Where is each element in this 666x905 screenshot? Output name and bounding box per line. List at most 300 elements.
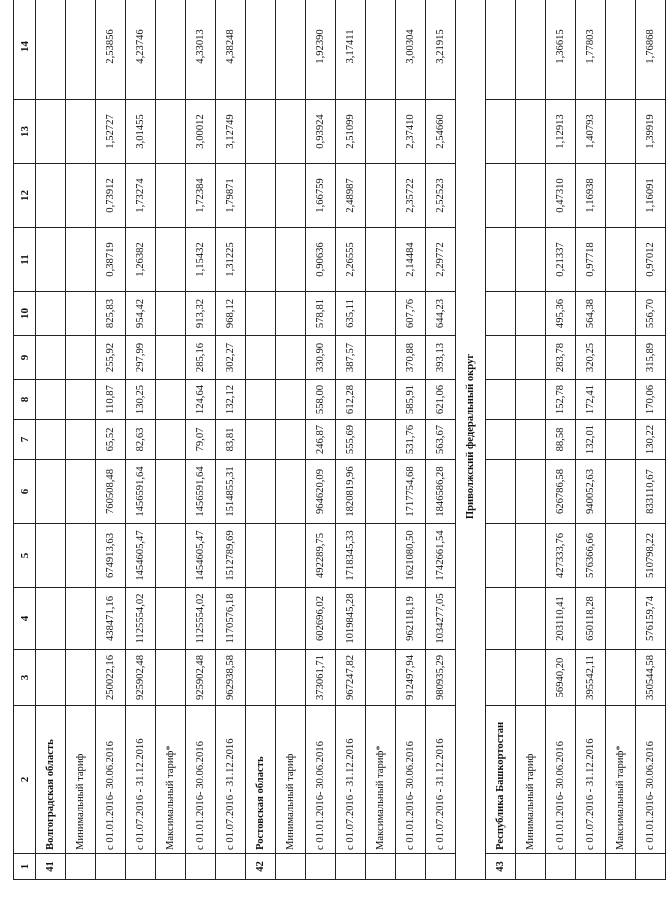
district-title: Приволжский федеральный округ <box>456 0 486 880</box>
value-cell <box>156 380 186 420</box>
value-cell: 88,58 <box>546 420 576 460</box>
value-cell: 1718345,33 <box>336 524 366 588</box>
value-cell <box>36 380 66 420</box>
row-number-cell <box>576 854 606 880</box>
value-cell <box>66 524 96 588</box>
value-cell: 1034277,05 <box>426 588 456 650</box>
value-cell: 82,63 <box>126 420 156 460</box>
value-cell: 510798,22 <box>636 524 666 588</box>
value-cell: 531,76 <box>396 420 426 460</box>
value-cell: 940052,63 <box>576 460 606 524</box>
value-cell: 2,14484 <box>396 228 426 292</box>
value-cell: 962118,19 <box>396 588 426 650</box>
value-cell: 3,01455 <box>126 100 156 164</box>
value-cell: 612,28 <box>336 380 366 420</box>
value-cell: 130,22 <box>636 420 666 460</box>
value-cell <box>486 228 516 292</box>
value-cell <box>246 292 276 336</box>
period-label: с 01.07.2016 - 31.12.2016 <box>336 706 366 854</box>
value-cell: 302,27 <box>216 336 246 380</box>
value-cell <box>486 524 516 588</box>
period-label: с 01.01.2016- 30.06.2016 <box>306 706 336 854</box>
value-cell <box>366 650 396 706</box>
value-cell <box>156 650 186 706</box>
tariff-type-label: Максимальный тариф* <box>366 706 396 854</box>
row-number-cell <box>336 854 366 880</box>
value-cell: 635,11 <box>336 292 366 336</box>
value-cell: 250022,16 <box>96 650 126 706</box>
column-header: 10 <box>14 292 36 336</box>
value-cell: 1,16091 <box>636 164 666 228</box>
value-cell: 674913,63 <box>96 524 126 588</box>
row-number-cell <box>306 854 336 880</box>
value-cell: 0,38719 <box>96 228 126 292</box>
value-cell <box>516 380 546 420</box>
value-cell: 585,91 <box>396 380 426 420</box>
value-cell <box>606 336 636 380</box>
table-row <box>126 0 156 880</box>
tariff-type-row <box>66 0 96 880</box>
value-cell: 203110,41 <box>546 588 576 650</box>
value-cell <box>516 164 546 228</box>
column-header: 13 <box>14 100 36 164</box>
value-cell <box>276 292 306 336</box>
value-cell: 130,25 <box>126 380 156 420</box>
value-cell <box>516 0 546 100</box>
value-cell: 576159,74 <box>636 588 666 650</box>
value-cell <box>36 420 66 460</box>
value-cell <box>36 228 66 292</box>
value-cell: 607,76 <box>396 292 426 336</box>
region-name: Волгоградская область <box>36 706 66 854</box>
row-number-cell <box>156 854 186 880</box>
value-cell <box>516 650 546 706</box>
value-cell: 170,06 <box>636 380 666 420</box>
value-cell: 578,81 <box>306 292 336 336</box>
table-header-row <box>14 0 36 880</box>
row-number-cell: 42 <box>246 854 276 880</box>
value-cell: 3,21915 <box>426 0 456 100</box>
value-cell: 3,17411 <box>336 0 366 100</box>
row-number-cell <box>546 854 576 880</box>
value-cell <box>366 420 396 460</box>
value-cell <box>606 524 636 588</box>
column-header: 12 <box>14 164 36 228</box>
value-cell: 132,01 <box>576 420 606 460</box>
table-row <box>306 0 336 880</box>
value-cell <box>516 336 546 380</box>
region-name: Ростовская область <box>246 706 276 854</box>
value-cell: 644,23 <box>426 292 456 336</box>
value-cell <box>486 650 516 706</box>
value-cell <box>156 460 186 524</box>
value-cell <box>276 524 306 588</box>
value-cell: 825,83 <box>96 292 126 336</box>
value-cell <box>366 164 396 228</box>
value-cell <box>486 380 516 420</box>
row-number-cell <box>366 854 396 880</box>
value-cell: 438471,16 <box>96 588 126 650</box>
period-label: с 01.01.2016- 30.06.2016 <box>396 706 426 854</box>
value-cell <box>486 460 516 524</box>
column-header: 8 <box>14 380 36 420</box>
row-number-cell: 41 <box>36 854 66 880</box>
value-cell: 0,21337 <box>546 228 576 292</box>
column-header: 2 <box>14 706 36 854</box>
value-cell <box>276 164 306 228</box>
value-cell: 1846586,28 <box>426 460 456 524</box>
value-cell: 1,16938 <box>576 164 606 228</box>
value-cell: 626786,58 <box>546 460 576 524</box>
value-cell: 124,64 <box>186 380 216 420</box>
value-cell <box>606 380 636 420</box>
value-cell: 370,88 <box>396 336 426 380</box>
value-cell <box>36 292 66 336</box>
period-label: с 01.07.2016 - 31.12.2016 <box>216 706 246 854</box>
table-body <box>36 0 666 880</box>
value-cell <box>276 420 306 460</box>
period-label: с 01.01.2016- 30.06.2016 <box>96 706 126 854</box>
value-cell: 1125554,02 <box>186 588 216 650</box>
value-cell <box>246 420 276 460</box>
column-header: 9 <box>14 336 36 380</box>
value-cell: 0,73912 <box>96 164 126 228</box>
value-cell <box>156 228 186 292</box>
value-cell: 1456591,64 <box>126 460 156 524</box>
value-cell: 387,57 <box>336 336 366 380</box>
value-cell <box>606 100 636 164</box>
value-cell: 760508,48 <box>96 460 126 524</box>
value-cell <box>606 228 636 292</box>
value-cell: 65,52 <box>96 420 126 460</box>
row-number-cell <box>66 854 96 880</box>
value-cell: 1,39919 <box>636 100 666 164</box>
tariff-table <box>13 0 666 880</box>
value-cell: 1,15432 <box>186 228 216 292</box>
value-cell <box>156 0 186 100</box>
value-cell <box>36 336 66 380</box>
value-cell: 320,25 <box>576 336 606 380</box>
region-row <box>486 0 516 880</box>
value-cell: 79,07 <box>186 420 216 460</box>
value-cell: 2,51099 <box>336 100 366 164</box>
value-cell: 393,13 <box>426 336 456 380</box>
value-cell <box>246 0 276 100</box>
value-cell: 1456591,64 <box>186 460 216 524</box>
value-cell: 968,12 <box>216 292 246 336</box>
value-cell: 555,69 <box>336 420 366 460</box>
value-cell: 954,42 <box>126 292 156 336</box>
value-cell: 967247,82 <box>336 650 366 706</box>
value-cell: 1,31225 <box>216 228 246 292</box>
value-cell: 1742661,54 <box>426 524 456 588</box>
value-cell: 2,52523 <box>426 164 456 228</box>
value-cell: 925902,48 <box>186 650 216 706</box>
value-cell: 330,90 <box>306 336 336 380</box>
table-row <box>636 0 666 880</box>
value-cell <box>606 292 636 336</box>
value-cell <box>246 100 276 164</box>
value-cell <box>66 228 96 292</box>
value-cell: 0,47310 <box>546 164 576 228</box>
tariff-type-label: Минимальный тариф <box>516 706 546 854</box>
value-cell: 1,26382 <box>126 228 156 292</box>
value-cell: 1019845,28 <box>336 588 366 650</box>
value-cell <box>66 336 96 380</box>
value-cell: 152,78 <box>546 380 576 420</box>
value-cell <box>66 0 96 100</box>
value-cell: 2,35722 <box>396 164 426 228</box>
value-cell: 964620,09 <box>306 460 336 524</box>
value-cell <box>156 292 186 336</box>
value-cell <box>606 460 636 524</box>
row-number-cell <box>606 854 636 880</box>
value-cell <box>36 460 66 524</box>
value-cell <box>276 228 306 292</box>
value-cell <box>246 228 276 292</box>
value-cell: 495,36 <box>546 292 576 336</box>
value-cell: 83,81 <box>216 420 246 460</box>
period-label: с 01.01.2016- 30.06.2016 <box>636 706 666 854</box>
value-cell <box>366 588 396 650</box>
row-number-cell <box>426 854 456 880</box>
column-header: 1 <box>14 854 36 880</box>
tariff-type-row <box>276 0 306 880</box>
value-cell: 2,54660 <box>426 100 456 164</box>
region-row <box>246 0 276 880</box>
value-cell <box>486 336 516 380</box>
value-cell <box>66 420 96 460</box>
value-cell <box>36 524 66 588</box>
value-cell: 1,66759 <box>306 164 336 228</box>
tariff-type-row <box>366 0 396 880</box>
value-cell: 556,70 <box>636 292 666 336</box>
value-cell <box>486 420 516 460</box>
value-cell: 110,87 <box>96 380 126 420</box>
table-row <box>546 0 576 880</box>
value-cell: 132,12 <box>216 380 246 420</box>
column-header: 4 <box>14 588 36 650</box>
value-cell <box>66 100 96 164</box>
value-cell <box>606 650 636 706</box>
value-cell <box>606 164 636 228</box>
value-cell <box>516 100 546 164</box>
tariff-type-row <box>156 0 186 880</box>
value-cell <box>486 100 516 164</box>
value-cell: 833110,67 <box>636 460 666 524</box>
table-row <box>96 0 126 880</box>
period-label: с 01.07.2016 - 31.12.2016 <box>576 706 606 854</box>
value-cell: 1,36615 <box>546 0 576 100</box>
value-cell: 564,38 <box>576 292 606 336</box>
period-label: с 01.07.2016 - 31.12.2016 <box>126 706 156 854</box>
value-cell: 4,38248 <box>216 0 246 100</box>
value-cell <box>66 292 96 336</box>
value-cell <box>366 0 396 100</box>
value-cell: 3,00304 <box>396 0 426 100</box>
column-header: 14 <box>14 0 36 100</box>
value-cell <box>606 588 636 650</box>
value-cell: 255,92 <box>96 336 126 380</box>
value-cell <box>516 228 546 292</box>
value-cell <box>276 460 306 524</box>
tariff-type-label: Максимальный тариф* <box>606 706 636 854</box>
value-cell: 350544,58 <box>636 650 666 706</box>
tariff-type-label: Максимальный тариф* <box>156 706 186 854</box>
value-cell <box>156 100 186 164</box>
column-header: 5 <box>14 524 36 588</box>
tariff-type-row <box>606 0 636 880</box>
value-cell <box>156 588 186 650</box>
value-cell: 492289,75 <box>306 524 336 588</box>
value-cell: 395542,11 <box>576 650 606 706</box>
value-cell: 1,76868 <box>636 0 666 100</box>
value-cell: 912497,94 <box>396 650 426 706</box>
value-cell: 1,92390 <box>306 0 336 100</box>
row-number-cell <box>396 854 426 880</box>
value-cell <box>486 164 516 228</box>
value-cell <box>66 164 96 228</box>
value-cell: 0,97718 <box>576 228 606 292</box>
period-label: с 01.07.2016 - 31.12.2016 <box>426 706 456 854</box>
value-cell <box>36 100 66 164</box>
value-cell: 56940,20 <box>546 650 576 706</box>
table-row <box>186 0 216 880</box>
value-cell <box>156 524 186 588</box>
table-row <box>336 0 366 880</box>
value-cell: 558,00 <box>306 380 336 420</box>
value-cell <box>36 588 66 650</box>
value-cell: 1512789,69 <box>216 524 246 588</box>
value-cell <box>366 228 396 292</box>
value-cell: 1,52727 <box>96 100 126 164</box>
value-cell <box>66 588 96 650</box>
value-cell: 1,72384 <box>186 164 216 228</box>
table-row <box>576 0 606 880</box>
value-cell: 0,97012 <box>636 228 666 292</box>
value-cell: 576366,66 <box>576 524 606 588</box>
value-cell <box>276 100 306 164</box>
value-cell: 650118,28 <box>576 588 606 650</box>
value-cell <box>606 420 636 460</box>
value-cell: 4,23746 <box>126 0 156 100</box>
value-cell: 1125554,02 <box>126 588 156 650</box>
column-header: 3 <box>14 650 36 706</box>
value-cell <box>366 336 396 380</box>
value-cell <box>366 292 396 336</box>
value-cell: 1,79871 <box>216 164 246 228</box>
value-cell <box>516 588 546 650</box>
value-cell: 1,40793 <box>576 100 606 164</box>
value-cell <box>366 524 396 588</box>
value-cell: 297,99 <box>126 336 156 380</box>
value-cell: 1820819,96 <box>336 460 366 524</box>
tariff-type-row <box>516 0 546 880</box>
value-cell: 1,77803 <box>576 0 606 100</box>
value-cell: 315,89 <box>636 336 666 380</box>
value-cell <box>276 588 306 650</box>
value-cell: 2,26555 <box>336 228 366 292</box>
value-cell: 2,53856 <box>96 0 126 100</box>
value-cell <box>486 0 516 100</box>
value-cell: 925902,48 <box>126 650 156 706</box>
value-cell <box>66 650 96 706</box>
value-cell <box>366 460 396 524</box>
value-cell <box>156 336 186 380</box>
value-cell <box>36 650 66 706</box>
value-cell: 3,00012 <box>186 100 216 164</box>
value-cell <box>516 460 546 524</box>
table-row <box>396 0 426 880</box>
rotated-table-container <box>13 29 656 880</box>
value-cell <box>36 164 66 228</box>
value-cell <box>366 100 396 164</box>
value-cell: 0,90636 <box>306 228 336 292</box>
value-cell <box>246 650 276 706</box>
value-cell <box>276 336 306 380</box>
value-cell <box>486 588 516 650</box>
value-cell: 621,06 <box>426 380 456 420</box>
value-cell <box>516 420 546 460</box>
value-cell: 1,73274 <box>126 164 156 228</box>
table-row <box>426 0 456 880</box>
region-name: Республика Башкортостан <box>486 706 516 854</box>
value-cell: 0,93924 <box>306 100 336 164</box>
value-cell: 246,87 <box>306 420 336 460</box>
column-header: 7 <box>14 420 36 460</box>
value-cell: 1170576,18 <box>216 588 246 650</box>
row-number-cell <box>216 854 246 880</box>
period-label: с 01.01.2016- 30.06.2016 <box>546 706 576 854</box>
period-label: с 01.01.2016- 30.06.2016 <box>186 706 216 854</box>
value-cell: 2,48987 <box>336 164 366 228</box>
column-header: 6 <box>14 460 36 524</box>
value-cell: 2,37410 <box>396 100 426 164</box>
row-number-cell: 43 <box>486 854 516 880</box>
value-cell: 1,12913 <box>546 100 576 164</box>
column-header: 11 <box>14 228 36 292</box>
row-number-cell <box>96 854 126 880</box>
table-row <box>216 0 246 880</box>
region-row <box>36 0 66 880</box>
value-cell: 1514855,31 <box>216 460 246 524</box>
value-cell <box>486 292 516 336</box>
value-cell: 563,67 <box>426 420 456 460</box>
value-cell <box>276 0 306 100</box>
district-row <box>456 0 486 880</box>
value-cell <box>246 336 276 380</box>
value-cell <box>516 524 546 588</box>
tariff-type-label: Минимальный тариф <box>66 706 96 854</box>
value-cell: 980935,29 <box>426 650 456 706</box>
value-cell <box>66 380 96 420</box>
value-cell: 172,41 <box>576 380 606 420</box>
value-cell <box>366 380 396 420</box>
value-cell <box>156 420 186 460</box>
value-cell <box>66 460 96 524</box>
value-cell <box>276 380 306 420</box>
value-cell: 2,29772 <box>426 228 456 292</box>
value-cell: 373061,71 <box>306 650 336 706</box>
tariff-type-label: Минимальный тариф <box>276 706 306 854</box>
value-cell <box>246 380 276 420</box>
value-cell: 1621080,50 <box>396 524 426 588</box>
value-cell: 602696,02 <box>306 588 336 650</box>
row-number-cell <box>636 854 666 880</box>
value-cell: 283,78 <box>546 336 576 380</box>
row-number-cell <box>126 854 156 880</box>
value-cell <box>36 0 66 100</box>
